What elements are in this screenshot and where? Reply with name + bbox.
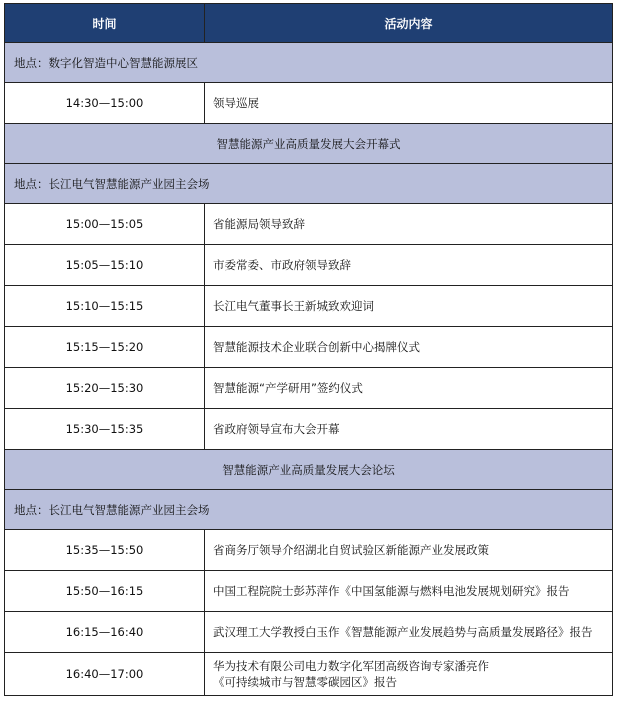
location-row — [5, 43, 613, 83]
table-row — [5, 653, 613, 696]
activity-text: 省商务厅领导介绍湖北自贸试验区新能源产业发展政策 — [213, 543, 489, 557]
activity-text: 中国工程院院士彭苏萍作《中国氢能源与燃料电池发展规划研究》报告 — [213, 584, 570, 598]
time-cell: 15:20—15:30 — [5, 368, 205, 409]
activity-cell — [205, 286, 613, 327]
header-activity: 活动内容 — [205, 4, 613, 43]
schedule-body — [5, 43, 613, 696]
table-row — [5, 612, 613, 653]
activity-cell — [205, 327, 613, 368]
table-row — [5, 286, 613, 327]
location-label: 地点：长江电气智慧能源产业园主会场 — [5, 164, 613, 204]
activity-text: 《可持续城市与智慧零碳园区》报告 — [213, 675, 397, 689]
activity-cell — [205, 530, 613, 571]
activity-cell — [205, 83, 613, 124]
time-cell: 15:00—15:05 — [5, 204, 205, 245]
section-title: 智慧能源产业高质量发展大会开幕式 — [5, 124, 613, 164]
time-cell: 15:10—15:15 — [5, 286, 205, 327]
table-row — [5, 409, 613, 450]
schedule-table — [4, 3, 613, 696]
header-time: 时间 — [5, 4, 205, 43]
time-cell: 15:05—15:10 — [5, 245, 205, 286]
activity-cell — [205, 368, 613, 409]
activity-text: 武汉理工大学教授白玉作《智慧能源产业发展趋势与高质量发展路径》报告 — [213, 625, 593, 639]
activity-text: 华为技术有限公司电力数字化军团高级咨询专家潘亮作 — [213, 659, 489, 673]
time-cell: 16:40—17:00 — [5, 653, 205, 696]
table-row — [5, 245, 613, 286]
activity-cell — [205, 571, 613, 612]
section-title-row — [5, 124, 613, 164]
time-cell: 15:35—15:50 — [5, 530, 205, 571]
activity-text: 领导巡展 — [213, 96, 259, 110]
time-cell: 15:30—15:35 — [5, 409, 205, 450]
table-row — [5, 204, 613, 245]
activity-text: 智慧能源“产学研用”签约仪式 — [213, 381, 363, 395]
time-cell: 15:50—16:15 — [5, 571, 205, 612]
table-row — [5, 327, 613, 368]
table-row — [5, 530, 613, 571]
activity-cell — [205, 409, 613, 450]
header-row — [5, 4, 613, 43]
table-row — [5, 571, 613, 612]
activity-cell — [205, 204, 613, 245]
activity-cell — [205, 245, 613, 286]
activity-cell — [205, 612, 613, 653]
location-row — [5, 490, 613, 530]
activity-text: 市委常委、市政府领导致辞 — [213, 258, 351, 272]
activity-cell — [205, 653, 613, 696]
location-label: 地点：数字化智造中心智慧能源展区 — [5, 43, 613, 83]
table-row — [5, 83, 613, 124]
time-cell: 16:15—16:40 — [5, 612, 205, 653]
section-title: 智慧能源产业高质量发展大会论坛 — [5, 450, 613, 490]
time-cell: 14:30—15:00 — [5, 83, 205, 124]
activity-text: 省能源局领导致辞 — [213, 217, 305, 231]
activity-text: 智慧能源技术企业联合创新中心揭牌仪式 — [213, 340, 420, 354]
location-row — [5, 164, 613, 204]
location-label: 地点：长江电气智慧能源产业园主会场 — [5, 490, 613, 530]
activity-text: 长江电气董事长王新城致欢迎词 — [213, 299, 374, 313]
table-row — [5, 368, 613, 409]
activity-text: 省政府领导宣布大会开幕 — [213, 422, 340, 436]
time-cell: 15:15—15:20 — [5, 327, 205, 368]
section-title-row — [5, 450, 613, 490]
